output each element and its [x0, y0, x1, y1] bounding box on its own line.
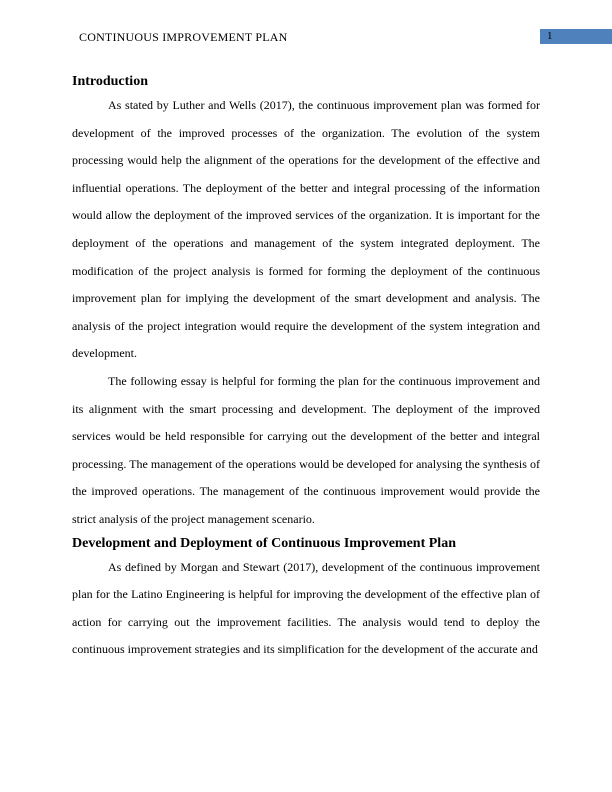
document-body [72, 72, 540, 664]
running-head: CONTINUOUS IMPROVEMENT PLAN [79, 30, 288, 44]
page-number: 1 [540, 29, 612, 44]
paragraph: As stated by Luther and Wells (2017), the continuous improvement plan was formed for development of the improved processes of the organization. The evolution of the system processing would help the alignment of the operations for the development of the effective and influential operations. The deployment of the better and integral processing of the information would allow the deployment of the improved services of the organization. It is important for the deployment of the operations and management of the system integrated deployment. The modification of the project analysis is formed for forming the deployment of the continuous improvement plan for implying the development of the smart development and analysis. The analysis of the project integration would require the development of the system integration and development. [72, 98, 540, 361]
paragraph: The following essay is helpful for forming the plan for the continuous improvement and its alignment with the smart processing and development. The deployment of the improved services would be held responsible for carrying out the development of the better and integral processing. The management of the operations would be developed for analysing the synthesis of the improved operations. The management of the continuous improvement would provide the strict analysis of the project management scenario. [72, 373, 540, 526]
section-heading-development: Development and Deployment of Continuous Improvement Plan [72, 535, 456, 551]
paragraph: As defined by Morgan and Stewart (2017), development of the continuous improvement plan for the Latino Engineering is helpful for improving the development of the effective plan of action for carrying out the improvement facilities. The analysis would tend to deploy the continuous improvement strategies and its simplification for the development of the accurate and [72, 559, 540, 657]
section-heading-introduction: Introduction [72, 74, 148, 89]
